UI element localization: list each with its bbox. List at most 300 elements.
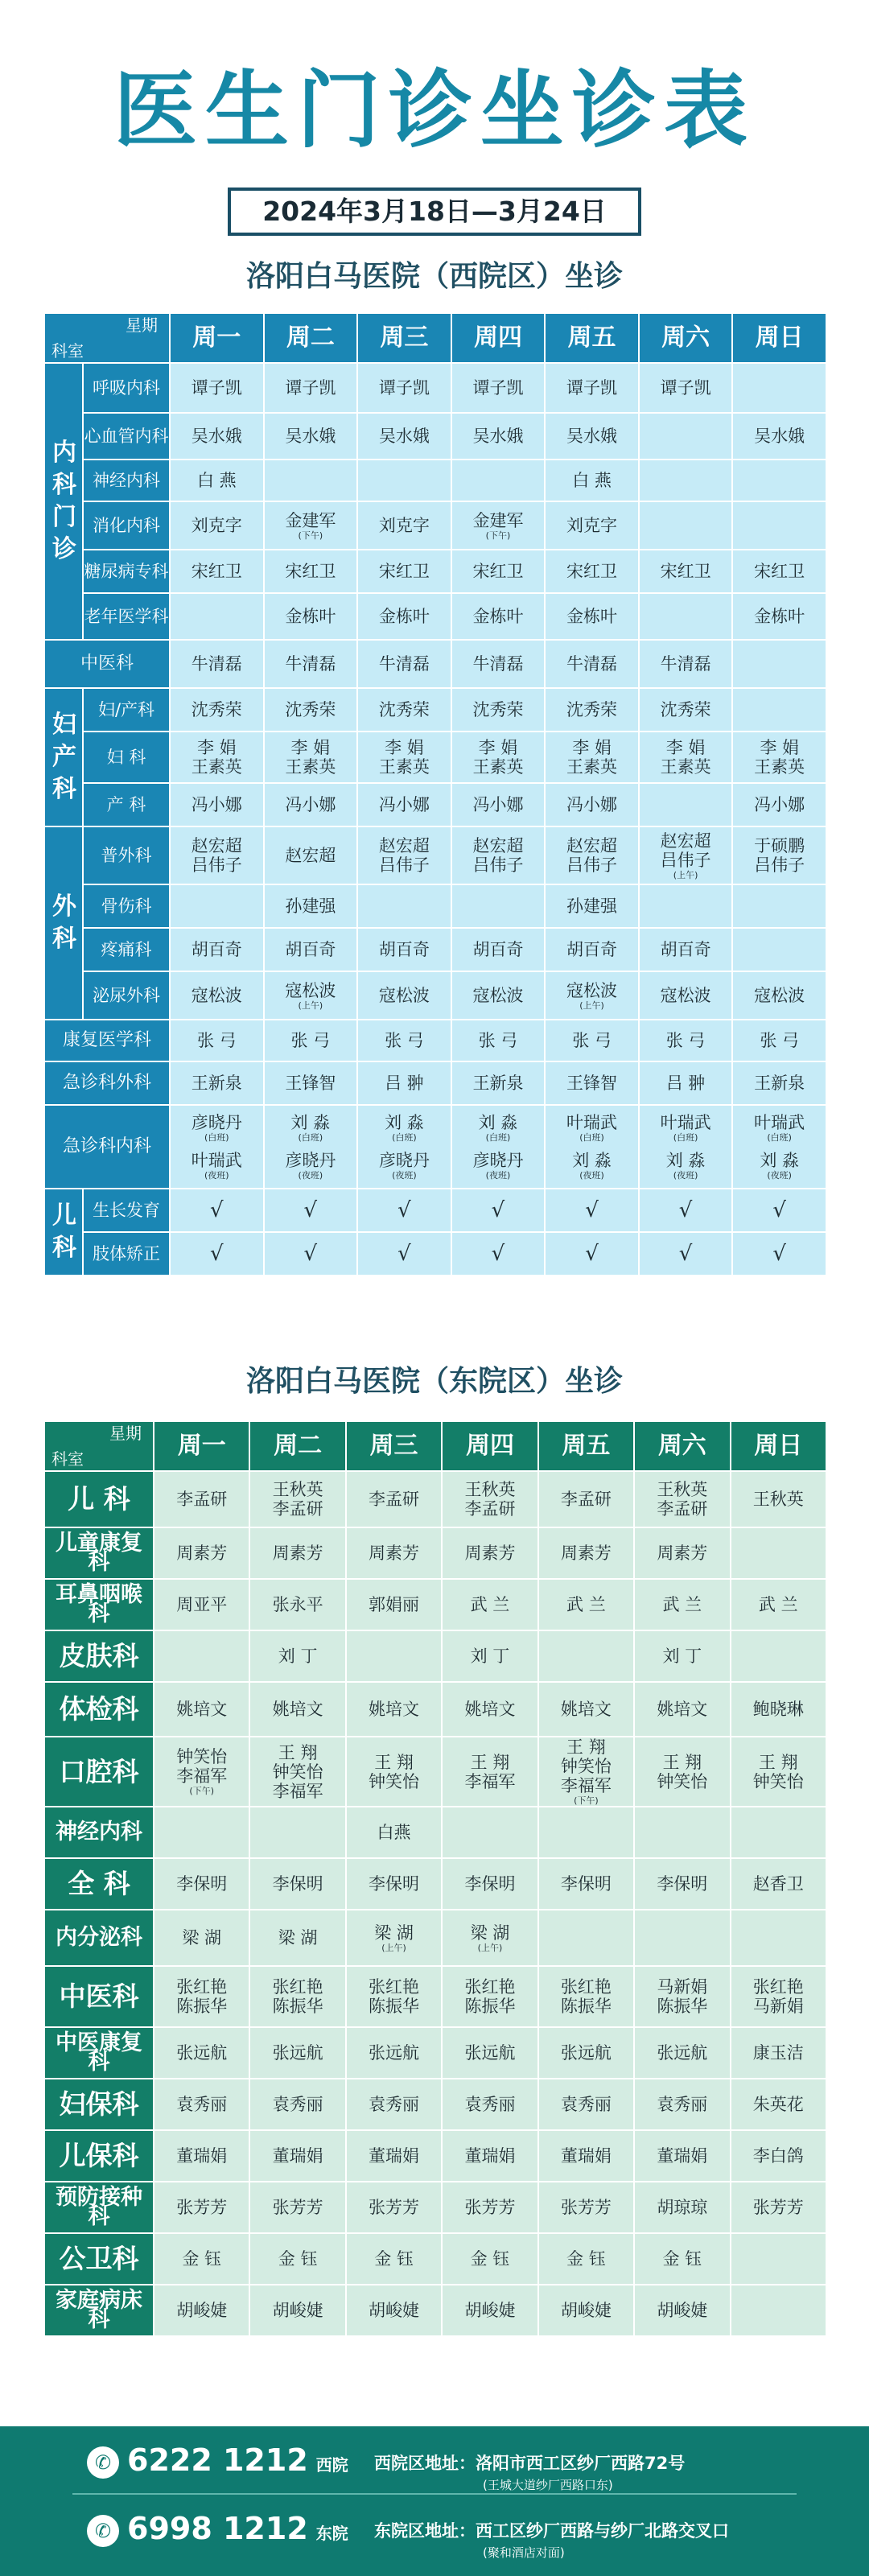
schedule-cell	[732, 1061, 826, 1105]
doctor-name: 冯小娜	[472, 795, 524, 814]
schedule-cell	[249, 2233, 345, 2285]
schedule-cell	[264, 783, 358, 826]
doctor-name: 张芳芳	[464, 2198, 516, 2217]
schedule-cell	[731, 2233, 826, 2285]
schedule-cell	[732, 928, 826, 971]
dept-label: 消化内科	[83, 501, 170, 550]
dept-label: 中医科	[44, 1966, 154, 2027]
doctor-name: 刘 丁	[470, 1647, 510, 1666]
doctor-name: 梁 湖	[470, 1923, 510, 1943]
schedule-cell	[732, 1020, 826, 1061]
schedule-cell	[170, 501, 264, 550]
checkmark: √	[397, 1241, 411, 1266]
schedule-cell	[451, 640, 546, 688]
schedule-cell	[639, 1232, 733, 1276]
doctor-name: 陈振华	[560, 1997, 612, 2016]
schedule-cell	[249, 1807, 345, 1858]
table-row	[44, 363, 826, 413]
doctor-name: 张 弓	[385, 1031, 424, 1050]
doctor-name: 王 翔	[566, 1737, 606, 1757]
doctor-name: 张 弓	[290, 1031, 331, 1050]
doctor-name: 王秋英	[272, 1480, 323, 1499]
schedule-cell	[732, 501, 826, 550]
weekday-header: 周二	[264, 313, 358, 363]
west-address: 西院区地址：洛阳市西工区纱厂西路72号	[374, 2454, 686, 2473]
table-row	[44, 1737, 826, 1807]
table-row	[44, 460, 826, 501]
schedule-cell	[346, 1471, 442, 1527]
doctor-name: 张红艳	[272, 1977, 323, 1997]
schedule-cell	[639, 640, 733, 688]
doctor-name: 李福军	[176, 1766, 228, 1786]
schedule-cell	[731, 1737, 826, 1807]
corner-header	[44, 1421, 154, 1471]
shift-note: (上午)	[381, 1942, 406, 1953]
doctor-name: 吕伟子	[191, 855, 242, 875]
table-row	[44, 2027, 826, 2079]
schedule-cell	[545, 363, 639, 413]
doctor-name: 李福军	[464, 1771, 516, 1791]
schedule-cell	[442, 1527, 537, 1579]
checkmark: √	[209, 1197, 224, 1222]
schedule-cell	[264, 460, 358, 501]
doctor-name: 董瑞娟	[464, 2146, 516, 2166]
doctor-name: 胡百奇	[566, 940, 618, 959]
doctor-name: 冯小娜	[378, 795, 430, 814]
doctor-name: 刘 淼	[478, 1113, 518, 1132]
schedule-cell	[538, 1630, 634, 1682]
schedule-cell	[346, 1966, 442, 2027]
doctor-name: 宋红卫	[191, 562, 242, 581]
doctor-name: 张远航	[369, 2043, 420, 2063]
dept-label: 内分泌科	[44, 1910, 154, 1966]
doctor-name: 吕伟子	[754, 855, 805, 875]
schedule-cell	[357, 971, 451, 1020]
doctor-name: 王素英	[285, 757, 336, 777]
doctor-name: 金 钰	[182, 2249, 222, 2269]
doctor-name: 冯小娜	[191, 795, 242, 814]
doctor-name: 钟笑怡	[272, 1762, 323, 1782]
schedule-cell	[154, 1966, 249, 2027]
table-row	[44, 1189, 826, 1232]
schedule-cell	[442, 1858, 537, 1910]
schedule-cell	[451, 732, 546, 783]
east-phone[interactable]: ✆ 6998 1212 东院	[87, 2511, 348, 2547]
schedule-cell	[545, 1232, 639, 1276]
doctor-name: 李保明	[369, 1874, 420, 1894]
doctor-name: 陈振华	[369, 1997, 420, 2016]
doctor-name: 叶瑞武	[191, 1151, 242, 1170]
schedule-cell	[731, 1471, 826, 1527]
doctor-name: 周素芳	[657, 1544, 708, 1563]
checkmark: √	[772, 1241, 786, 1266]
schedule-cell	[451, 971, 546, 1020]
doctor-name: 牛清磊	[566, 654, 618, 674]
shift-note: (白班)	[392, 1132, 417, 1143]
schedule-cell	[731, 2079, 826, 2130]
doctor-name: 宋红卫	[754, 562, 805, 581]
schedule-cell	[732, 363, 826, 413]
doctor-name: 吕伟子	[660, 850, 711, 870]
shift-note: (白班)	[298, 1132, 323, 1143]
doctor-name: 王 翔	[470, 1752, 510, 1772]
schedule-cell	[639, 550, 733, 593]
schedule-cell	[732, 460, 826, 501]
doctor-name: 牛清磊	[191, 654, 242, 674]
schedule-cell	[170, 688, 264, 732]
schedule-cell	[451, 460, 546, 501]
doctor-name: 王秋英	[657, 1480, 708, 1499]
schedule-cell	[442, 1807, 537, 1858]
doctor-name: 张芳芳	[560, 2198, 612, 2217]
doctor-name: 刘 淼	[385, 1113, 424, 1132]
schedule-cell	[451, 826, 546, 884]
schedule-cell	[545, 1061, 639, 1105]
table-row	[44, 1966, 826, 2027]
schedule-cell	[264, 1232, 358, 1276]
shift-note: (白班)	[204, 1132, 229, 1143]
schedule-cell	[538, 1858, 634, 1910]
doctor-name: 叶瑞武	[566, 1113, 618, 1132]
schedule-cell	[451, 1061, 546, 1105]
checkmark: √	[303, 1241, 318, 1266]
doctor-name: 张红艳	[176, 1977, 228, 1997]
shift-note: (下午)	[189, 1786, 214, 1796]
dept-label: 妇/产科	[83, 688, 170, 732]
doctor-name: 姚培文	[560, 1700, 612, 1719]
shift-note: (夜班)	[485, 1170, 511, 1181]
doctor-name: 梁 湖	[374, 1923, 414, 1943]
schedule-cell	[442, 1579, 537, 1630]
schedule-cell	[249, 1579, 345, 1630]
schedule-cell	[357, 1020, 451, 1061]
table-row	[44, 884, 826, 928]
schedule-cell	[732, 826, 826, 884]
doctor-name: 寇松波	[566, 980, 618, 1000]
schedule-cell	[357, 1105, 451, 1189]
schedule-cell	[264, 363, 358, 413]
doctor-name: 胡百奇	[472, 940, 524, 959]
schedule-cell	[639, 826, 733, 884]
schedule-cell	[545, 1105, 639, 1189]
doctor-name: 彦晓丹	[191, 1113, 242, 1132]
west-section-heading: 洛阳白马医院（西院区）坐诊	[245, 260, 623, 293]
corner-dept-label: 科室	[51, 1449, 84, 1469]
doctor-name: 马新娟	[657, 1977, 708, 1997]
doctor-name: 胡百奇	[285, 940, 336, 959]
schedule-cell	[451, 1020, 546, 1061]
schedule-cell	[634, 2182, 730, 2233]
doctor-name: 胡峻婕	[464, 2301, 516, 2320]
weekday-header: 周五	[538, 1421, 634, 1471]
table-row	[44, 971, 826, 1020]
schedule-cell	[264, 732, 358, 783]
schedule-cell	[357, 688, 451, 732]
doctor-name: 胡百奇	[191, 940, 242, 959]
schedule-cell	[634, 1966, 730, 2027]
schedule-cell	[249, 1737, 345, 1807]
doctor-name: 张远航	[657, 2043, 708, 2063]
doctor-name: 周素芳	[176, 1544, 228, 1563]
table-row	[44, 1105, 826, 1189]
doctor-name: 赵宏超	[191, 836, 242, 855]
schedule-cell	[731, 1579, 826, 1630]
dept-label: 急诊科外科	[44, 1061, 170, 1105]
doctor-name: 王素英	[378, 757, 430, 777]
schedule-cell	[170, 363, 264, 413]
doctor-name: 赵宏超	[660, 831, 711, 851]
schedule-cell	[357, 1232, 451, 1276]
schedule-cell	[732, 688, 826, 732]
page-title: 医生门诊坐诊表	[113, 61, 756, 159]
dept-label: 泌尿外科	[83, 971, 170, 1020]
doctor-name: 张红艳	[464, 1977, 516, 1997]
west-phone[interactable]: ✆ 6222 1212 西院	[87, 2442, 348, 2479]
doctor-name: 吕伟子	[566, 855, 618, 875]
dept-group-label: 妇产科	[44, 688, 83, 826]
doctor-name: 沈秀荣	[191, 700, 242, 719]
table-row	[44, 413, 826, 460]
doctor-name: 寇松波	[754, 986, 805, 1005]
schedule-cell	[634, 1527, 730, 1579]
checkmark: √	[491, 1197, 505, 1222]
schedule-cell	[154, 1630, 249, 1682]
doctor-name: 金栋叶	[378, 607, 430, 626]
doctor-name: 叶瑞武	[660, 1113, 711, 1132]
doctor-name: 刘 丁	[662, 1647, 702, 1666]
doctor-name: 张 弓	[196, 1031, 237, 1050]
schedule-cell	[264, 884, 358, 928]
weekday-header: 周四	[442, 1421, 537, 1471]
dept-label: 中医康复科	[44, 2027, 154, 2079]
dept-group-label: 内科门诊	[44, 363, 83, 640]
doctor-name: 王锋智	[566, 1074, 618, 1093]
schedule-cell	[639, 1189, 733, 1232]
schedule-cell	[451, 593, 546, 640]
doctor-name: 李孟研	[272, 1499, 323, 1519]
schedule-cell	[731, 1527, 826, 1579]
schedule-cell	[357, 363, 451, 413]
doctor-name: 白 燕	[196, 471, 237, 490]
schedule-cell	[538, 1737, 634, 1807]
doctor-name: 李 娟	[760, 738, 799, 757]
weekday-header: 周一	[170, 313, 264, 363]
schedule-cell	[154, 2130, 249, 2182]
doctor-name: 董瑞娟	[176, 2146, 228, 2166]
doctor-name: 刘克字	[191, 516, 242, 535]
schedule-cell	[249, 1910, 345, 1966]
schedule-cell	[357, 640, 451, 688]
schedule-cell	[545, 593, 639, 640]
doctor-name: 康玉洁	[752, 2043, 804, 2063]
doctor-name: 胡峻婕	[369, 2301, 420, 2320]
schedule-cell	[346, 2182, 442, 2233]
schedule-cell	[442, 1682, 537, 1737]
schedule-cell	[249, 2285, 345, 2336]
corner-header	[44, 313, 170, 363]
schedule-cell	[154, 2182, 249, 2233]
west-schedule-table	[43, 312, 827, 1276]
schedule-cell	[634, 1858, 730, 1910]
checkmark: √	[585, 1197, 599, 1222]
schedule-cell	[634, 2079, 730, 2130]
dept-label: 普外科	[83, 826, 170, 884]
schedule-cell	[264, 550, 358, 593]
schedule-cell	[634, 2130, 730, 2182]
doctor-name: 胡峻婕	[176, 2301, 228, 2320]
dept-label: 妇 科	[83, 732, 170, 783]
doctor-name: 吴水娥	[754, 427, 805, 446]
schedule-cell	[442, 1910, 537, 1966]
schedule-cell	[170, 460, 264, 501]
schedule-cell	[249, 2130, 345, 2182]
dept-label: 神经内科	[83, 460, 170, 501]
schedule-cell	[451, 688, 546, 732]
doctor-name: 胡百奇	[660, 940, 711, 959]
corner-day-label: 星期	[109, 1424, 142, 1443]
schedule-cell	[545, 1189, 639, 1232]
east-address: 东院区地址：西工区纱厂西路与纱厂北路交叉口	[374, 2521, 729, 2541]
schedule-cell	[170, 550, 264, 593]
schedule-cell	[264, 1020, 358, 1061]
checkmark: √	[491, 1241, 505, 1266]
doctor-name: 钟笑怡	[657, 1771, 708, 1791]
schedule-cell	[264, 501, 358, 550]
doctor-name: 吴水娥	[566, 427, 618, 446]
doctor-name: 张红艳	[560, 1977, 612, 1997]
schedule-cell	[639, 460, 733, 501]
schedule-cell	[634, 2233, 730, 2285]
doctor-name: 吕 翀	[385, 1074, 424, 1093]
doctor-name: 张 弓	[572, 1031, 612, 1050]
dept-label: 疼痛科	[83, 928, 170, 971]
doctor-name: 金 钰	[374, 2249, 414, 2269]
doctor-name: 寇松波	[660, 986, 711, 1005]
schedule-cell	[732, 1232, 826, 1276]
doctor-name: 王新泉	[472, 1074, 524, 1093]
schedule-cell	[154, 2027, 249, 2079]
doctor-name: 张 弓	[665, 1031, 706, 1050]
dept-label: 中医科	[44, 640, 170, 688]
shift-note: (夜班)	[579, 1170, 604, 1181]
schedule-cell	[346, 1630, 442, 1682]
table-row	[44, 550, 826, 593]
doctor-name: 李 娟	[290, 738, 331, 757]
doctor-name: 王新泉	[754, 1074, 805, 1093]
doctor-name: 谭子凯	[566, 378, 618, 398]
west-address-note: (王城大道纱厂西路口东)	[483, 2478, 613, 2492]
schedule-cell	[249, 1471, 345, 1527]
shift-note: (下午)	[574, 1795, 599, 1806]
doctor-name: 袁秀丽	[176, 2095, 228, 2114]
doctor-name: 李 娟	[196, 738, 237, 757]
doctor-name: 金 钰	[662, 2249, 702, 2269]
doctor-name: 金建军	[285, 510, 336, 530]
doctor-name: 吴水娥	[472, 427, 524, 446]
schedule-cell	[264, 1061, 358, 1105]
doctor-name: 武 兰	[662, 1595, 702, 1614]
doctor-name: 陈振华	[464, 1997, 516, 2016]
doctor-name: 梁 湖	[182, 1928, 222, 1947]
schedule-cell	[170, 593, 264, 640]
table-row	[44, 688, 826, 732]
doctor-name: 寇松波	[378, 986, 430, 1005]
doctor-name: 刘 淼	[760, 1151, 799, 1170]
doctor-name: 钟笑怡	[752, 1771, 804, 1791]
doctor-name: 董瑞娟	[272, 2146, 323, 2166]
schedule-cell	[442, 2285, 537, 2336]
table-row	[44, 783, 826, 826]
schedule-cell	[154, 1579, 249, 1630]
schedule-cell	[451, 501, 546, 550]
schedule-cell	[451, 783, 546, 826]
schedule-cell	[170, 884, 264, 928]
checkmark: √	[303, 1197, 318, 1222]
schedule-cell	[538, 1910, 634, 1966]
schedule-cell	[451, 928, 546, 971]
doctor-name: 武 兰	[758, 1595, 798, 1614]
doctor-name: 彦晓丹	[378, 1151, 430, 1170]
doctor-name: 张 弓	[478, 1031, 518, 1050]
schedule-cell	[545, 783, 639, 826]
east-section-heading: 洛阳白马医院（东院区）坐诊	[245, 1365, 623, 1398]
schedule-cell	[538, 2027, 634, 2079]
schedule-cell	[357, 826, 451, 884]
schedule-cell	[249, 1966, 345, 2027]
doctor-name: 郭娟丽	[369, 1595, 420, 1614]
doctor-name: 胡峻婕	[272, 2301, 323, 2320]
doctor-name: 周素芳	[464, 1544, 516, 1563]
doctor-name: 周素芳	[369, 1544, 420, 1563]
schedule-cell	[731, 1807, 826, 1858]
table-row	[44, 1527, 826, 1579]
doctor-name: 李福军	[272, 1781, 323, 1801]
doctor-name: 王素英	[191, 757, 242, 777]
doctor-name: 周亚平	[176, 1595, 228, 1614]
schedule-cell	[357, 460, 451, 501]
doctor-name: 马新娟	[752, 1997, 804, 2016]
doctor-name: 鲍晓琳	[752, 1700, 804, 1719]
schedule-cell	[170, 1232, 264, 1276]
doctor-name: 吴水娥	[191, 427, 242, 446]
doctor-name: 牛清磊	[660, 654, 711, 674]
doctor-name: 刘 丁	[278, 1647, 318, 1666]
schedule-cell	[639, 1105, 733, 1189]
schedule-cell	[634, 1579, 730, 1630]
dept-label: 肢体矫正	[83, 1232, 170, 1276]
schedule-cell	[346, 2233, 442, 2285]
schedule-cell	[170, 1061, 264, 1105]
schedule-cell	[538, 1807, 634, 1858]
shift-note: (白班)	[579, 1132, 604, 1143]
doctor-name: 刘 淼	[290, 1113, 331, 1132]
shift-note: (下午)	[298, 530, 323, 541]
schedule-cell	[451, 363, 546, 413]
schedule-cell	[451, 884, 546, 928]
schedule-cell	[346, 1579, 442, 1630]
doctor-name: 王 翔	[662, 1752, 702, 1772]
schedule-cell	[545, 732, 639, 783]
schedule-cell	[538, 1527, 634, 1579]
schedule-cell	[538, 2233, 634, 2285]
table-row	[44, 640, 826, 688]
doctor-name: 金栋叶	[566, 607, 618, 626]
weekday-header: 周日	[731, 1421, 826, 1471]
schedule-cell	[442, 1630, 537, 1682]
doctor-name: 刘 淼	[665, 1151, 706, 1170]
weekday-header: 周二	[249, 1421, 345, 1471]
schedule-cell	[639, 593, 733, 640]
